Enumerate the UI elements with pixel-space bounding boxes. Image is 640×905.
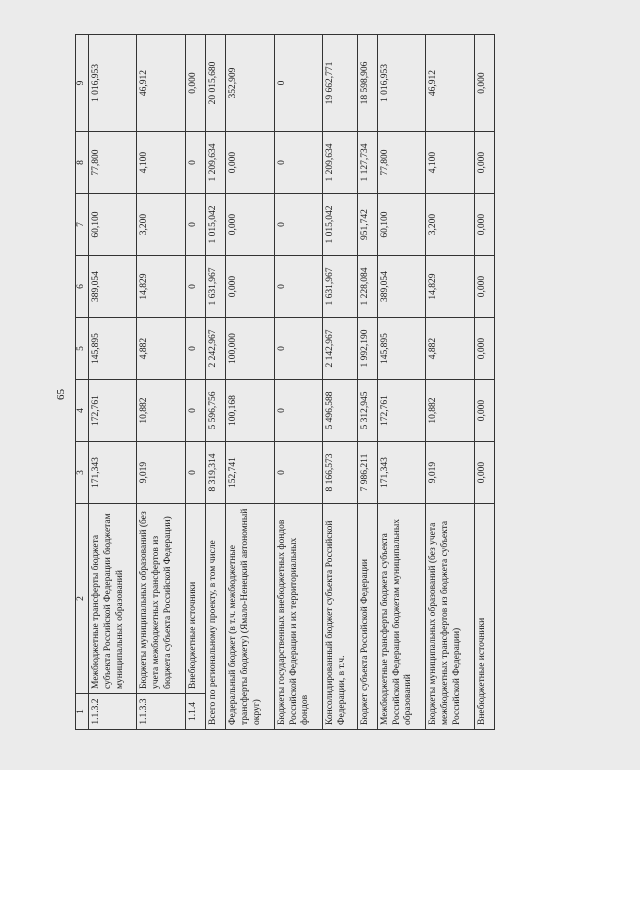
value-cell: 1 631,967 bbox=[323, 256, 357, 318]
value-cell: 4,100 bbox=[426, 132, 475, 194]
value-cell: 18 598,906 bbox=[357, 35, 377, 132]
value-cell: 1 016,953 bbox=[88, 35, 137, 132]
value-cell: 8 319,314 bbox=[206, 442, 226, 504]
value-cell: 100,000 bbox=[226, 318, 275, 380]
value-cell: 7 986,211 bbox=[357, 442, 377, 504]
value-cell: 4,882 bbox=[426, 318, 475, 380]
value-cell: 389,054 bbox=[88, 256, 137, 318]
value-cell: 145,895 bbox=[88, 318, 137, 380]
value-cell: 3,200 bbox=[426, 194, 475, 256]
table-row bbox=[88, 35, 137, 730]
value-cell: 10,882 bbox=[426, 380, 475, 442]
row-code: 1.1.3.2 bbox=[88, 694, 137, 730]
value-cell: 352,909 bbox=[226, 35, 275, 132]
row-name: Внебюджетные источники bbox=[185, 504, 205, 694]
table-row bbox=[474, 35, 494, 730]
value-cell: 1 992,190 bbox=[357, 318, 377, 380]
value-cell: 1 209,634 bbox=[323, 132, 357, 194]
row-name: Бюджеты муниципальных образований (без учета межбюджетных трансфертов из бюджета субъекта Российской Федерации) bbox=[426, 504, 475, 730]
value-cell: 9,019 bbox=[426, 442, 475, 504]
value-cell: 0 bbox=[185, 380, 205, 442]
header-cell: 6 bbox=[76, 256, 89, 318]
header-cell: 5 bbox=[76, 318, 89, 380]
value-cell: 1 016,953 bbox=[377, 35, 426, 132]
row-name: Бюджет субъекта Российской Федерации bbox=[357, 504, 377, 730]
header-cell: 3 bbox=[76, 442, 89, 504]
value-cell: 0 bbox=[274, 132, 323, 194]
value-cell: 1 209,634 bbox=[206, 132, 226, 194]
value-cell: 389,054 bbox=[377, 256, 426, 318]
value-cell: 60,100 bbox=[88, 194, 137, 256]
value-cell: 152,741 bbox=[226, 442, 275, 504]
table-row bbox=[206, 35, 226, 730]
value-cell: 46,912 bbox=[137, 35, 186, 132]
table-row bbox=[357, 35, 377, 730]
value-cell: 1 015,042 bbox=[323, 194, 357, 256]
table-row bbox=[274, 35, 323, 730]
header-cell: 4 bbox=[76, 380, 89, 442]
value-cell: 0 bbox=[185, 132, 205, 194]
value-cell: 5 596,756 bbox=[206, 380, 226, 442]
header-cell: 7 bbox=[76, 194, 89, 256]
value-cell: 0,000 bbox=[474, 35, 494, 132]
row-name: Федеральный бюджет (в т.ч. межбюджетные трансферты бюджету) (Ямало-Ненецкий автономный округ) bbox=[226, 504, 275, 730]
row-code: 1.1.3.3 bbox=[137, 694, 186, 730]
table-row bbox=[226, 35, 275, 730]
value-cell: 0 bbox=[274, 256, 323, 318]
value-cell: 1 228,084 bbox=[357, 256, 377, 318]
row-name: Межбюджетные трансферты бюджета субъекта Российской Федерации бюджетам муниципальных образований bbox=[88, 504, 137, 694]
budget-table bbox=[75, 34, 495, 730]
value-cell: 0,000 bbox=[474, 318, 494, 380]
value-cell: 2 242,967 bbox=[206, 318, 226, 380]
value-cell: 4,882 bbox=[137, 318, 186, 380]
value-cell: 0 bbox=[185, 194, 205, 256]
value-cell: 14,829 bbox=[426, 256, 475, 318]
value-cell: 0 bbox=[274, 380, 323, 442]
value-cell: 171,343 bbox=[377, 442, 426, 504]
value-cell: 3,200 bbox=[137, 194, 186, 256]
value-cell: 0 bbox=[274, 442, 323, 504]
value-cell: 171,343 bbox=[88, 442, 137, 504]
row-name: Бюджеты государственных внебюджетных фондов Российской Федерации и их территориальных фондов bbox=[274, 504, 323, 730]
row-name: Всего по региональному проекту, в том числе bbox=[206, 504, 226, 730]
value-cell: 0 bbox=[274, 35, 323, 132]
value-cell: 1 127,734 bbox=[357, 132, 377, 194]
value-cell: 0,000 bbox=[474, 256, 494, 318]
value-cell: 0 bbox=[185, 256, 205, 318]
value-cell: 77,800 bbox=[377, 132, 426, 194]
value-cell: 46,912 bbox=[426, 35, 475, 132]
value-cell: 0 bbox=[185, 318, 205, 380]
value-cell: 100,168 bbox=[226, 380, 275, 442]
value-cell: 0,000 bbox=[226, 256, 275, 318]
value-cell: 0 bbox=[185, 442, 205, 504]
table-row bbox=[137, 35, 186, 730]
table-row bbox=[377, 35, 426, 730]
value-cell: 77,800 bbox=[88, 132, 137, 194]
value-cell: 0,000 bbox=[474, 132, 494, 194]
page-number: 65 bbox=[55, 389, 67, 400]
value-cell: 20 015,680 bbox=[206, 35, 226, 132]
value-cell: 0,000 bbox=[226, 132, 275, 194]
value-cell: 2 142,967 bbox=[323, 318, 357, 380]
row-name: Консолидированный бюджет субъекта Российской Федерации, в т.ч. bbox=[323, 504, 357, 730]
row-name: Межбюджетные трансферты бюджета субъекта Российской Федерации бюджетам муниципальных образований bbox=[377, 504, 426, 730]
table-row bbox=[323, 35, 357, 730]
value-cell: 172,761 bbox=[88, 380, 137, 442]
value-cell: 0,000 bbox=[474, 194, 494, 256]
value-cell: 9,019 bbox=[137, 442, 186, 504]
value-cell: 951,742 bbox=[357, 194, 377, 256]
value-cell: 0,000 bbox=[474, 442, 494, 504]
value-cell: 0,000 bbox=[226, 194, 275, 256]
header-row bbox=[76, 35, 89, 730]
value-cell: 8 166,573 bbox=[323, 442, 357, 504]
value-cell: 5 312,945 bbox=[357, 380, 377, 442]
header-cell: 8 bbox=[76, 132, 89, 194]
header-cell: 2 bbox=[76, 504, 89, 694]
header-cell: 1 bbox=[76, 694, 89, 730]
value-cell: 172,761 bbox=[377, 380, 426, 442]
table-row bbox=[185, 35, 205, 730]
row-name: Внебюджетные источники bbox=[474, 504, 494, 730]
value-cell: 0,000 bbox=[185, 35, 205, 132]
value-cell: 14,829 bbox=[137, 256, 186, 318]
value-cell: 19 662,771 bbox=[323, 35, 357, 132]
value-cell: 10,882 bbox=[137, 380, 186, 442]
value-cell: 4,100 bbox=[137, 132, 186, 194]
value-cell: 0,000 bbox=[474, 380, 494, 442]
value-cell: 60,100 bbox=[377, 194, 426, 256]
row-name: Бюджеты муниципальных образований (без учета межбюджетных трансфертов из бюджета субъекта Российской Федерации) bbox=[137, 504, 186, 694]
value-cell: 1 015,042 bbox=[206, 194, 226, 256]
header-cell: 9 bbox=[76, 35, 89, 132]
row-code: 1.1.4 bbox=[185, 694, 205, 730]
table-row bbox=[426, 35, 475, 730]
value-cell: 0 bbox=[274, 194, 323, 256]
value-cell: 1 631,967 bbox=[206, 256, 226, 318]
value-cell: 5 496,588 bbox=[323, 380, 357, 442]
rotated-content bbox=[55, 35, 495, 730]
value-cell: 145,895 bbox=[377, 318, 426, 380]
value-cell: 0 bbox=[274, 318, 323, 380]
